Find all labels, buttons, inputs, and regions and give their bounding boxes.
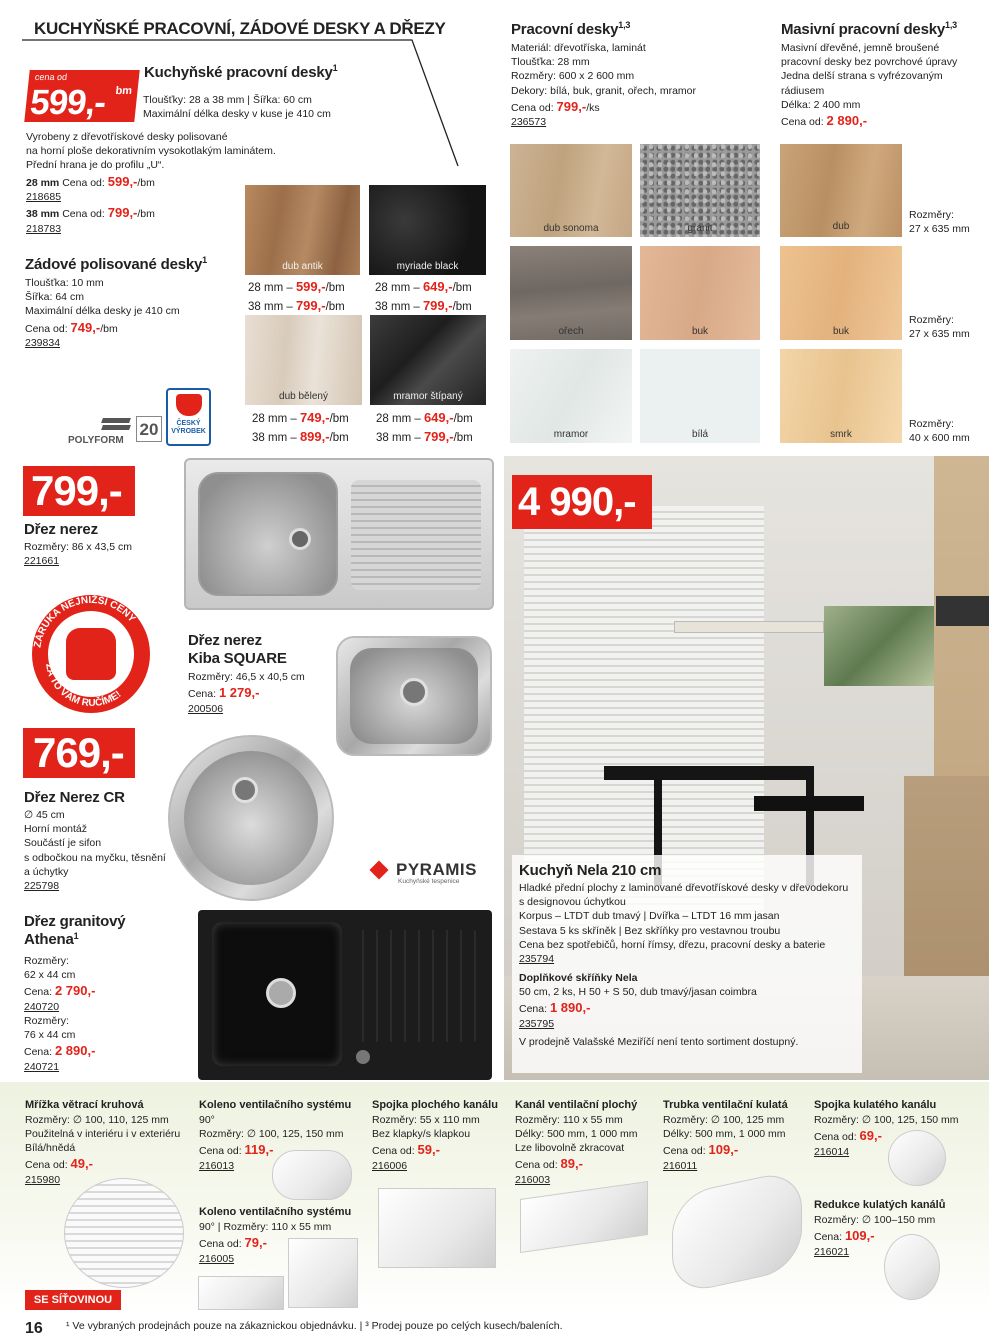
flat-elbow-image bbox=[198, 1276, 284, 1310]
product-code[interactable]: 216014 bbox=[814, 1145, 850, 1158]
swatch-mramor[interactable]: mramor bbox=[510, 349, 632, 443]
vent-item: Trubka ventilační kulatá Rozměry: ∅ 100, 125 mm Délky: 500 mm, 1 000 mm Cena od: 109,- 216011 bbox=[663, 1099, 788, 1172]
worktops-specs: Tloušťky: 28 a 38 mm | Šířka: 60 cm Maximální délka desky v kuse je 410 cm bbox=[143, 94, 331, 121]
swatch-prices: 28 mm – 749,-/bm 38 mm – 899,-/bm bbox=[252, 410, 349, 444]
pyramis-logo: PYRAMIS Kuchyňské tespenice bbox=[370, 858, 485, 888]
swatch-mramor-stipany[interactable]: mramor štípaný bbox=[370, 315, 486, 405]
swatch-prices: 28 mm – 649,-/bm 38 mm – 799,-/bm bbox=[375, 279, 472, 313]
sink2-specs: Rozměry: 46,5 x 40,5 cm Cena: 1 279,- 200506 bbox=[188, 671, 305, 715]
guarantee-top-text: ZÁRUKA NEJNIŽŠÍ CENY bbox=[32, 594, 138, 649]
cesky-vyrobek-logo: ČESKÝ VÝROBEK bbox=[166, 388, 211, 446]
product-code[interactable]: 216021 bbox=[814, 1245, 850, 1258]
product-title-kitchen: Kuchyň Nela 210 cm bbox=[519, 862, 662, 879]
swatch-masiv-smrk[interactable]: smrk bbox=[780, 349, 902, 443]
swatch-dub-beleny[interactable]: dub bělený bbox=[245, 315, 362, 405]
price-tag-label: cena od bbox=[34, 72, 68, 82]
swatch-myriade-black[interactable]: myriade black bbox=[369, 185, 486, 275]
product-code[interactable]: 216011 bbox=[663, 1159, 698, 1172]
sink1-specs: Rozměry: 86 x 43,5 cm 221661 bbox=[24, 541, 132, 568]
vent-item: Redukce kulatých kanálů Rozměry: ∅ 100–150 mm Cena: 109,- 216021 bbox=[814, 1199, 946, 1258]
swatch-dub-sonoma[interactable]: dub sonoma bbox=[510, 144, 632, 237]
sink4-specs: Rozměry: 62 x 44 cm Cena: 2 790,- 240720 Rozměry: 76 x 44 cm Cena: 2 890,- 240721 bbox=[24, 955, 96, 1073]
product-code[interactable]: 235795 bbox=[519, 1017, 555, 1030]
sink3-specs: ∅ 45 cm Horní montáž Součástí je sifon s odbočkou na myčku, těsnění a úchytky 225798 bbox=[24, 809, 166, 892]
masiv-size: Rozměry: 27 x 635 mm bbox=[909, 314, 970, 341]
round-elbow-image bbox=[272, 1150, 352, 1200]
kitchen-extra-title: Doplňkové skříňky Nela bbox=[519, 972, 638, 985]
product-code[interactable]: 240721 bbox=[24, 1060, 60, 1073]
swatch-dub-antik[interactable]: dub antik bbox=[245, 185, 360, 275]
price-tag-sink1: 799,- bbox=[23, 466, 135, 516]
product-title-backsplash: Zádové polisované desky$^1$ bbox=[25, 255, 207, 273]
product-code[interactable]: 216003 bbox=[515, 1173, 551, 1186]
polyform-logo: POLYFORM 20 bbox=[68, 416, 158, 446]
product-code[interactable]: 216005 bbox=[199, 1252, 235, 1265]
worktops-desc: Vyrobeny z dřevotřískové desky polisované na horní ploše dekorativním vysokotlakým laminátem. Přední hrana je do profilu „U“. 28 mm Cena od: 599,-/bm 218685 38 mm Cena od: 799,-/bm 218783 bbox=[26, 131, 276, 235]
product-title-sink3: Dřez Nerez CR bbox=[24, 789, 125, 806]
vent-item: Koleno ventilačního systému 90° | Rozměry: 110 x 55 mm Cena od: 79,- 216005 bbox=[199, 1206, 352, 1265]
product-title-pracovni: Pracovní desky$^{1,3}$ bbox=[511, 20, 631, 38]
swatch-buk[interactable]: buk bbox=[640, 246, 760, 340]
masivni-specs: Masivní dřevěné, jemně broušené pracovní desky bez povrchové úpravy Jedna delší strana s vyfrézovaným rádiusem Délka: 2 400 mm Cena od: 2 890,- bbox=[781, 42, 958, 128]
product-title-masivni: Masivní pracovní desky$^{1,3}$ bbox=[781, 20, 957, 38]
price-tag-kitchen: 4 990,- bbox=[512, 475, 652, 529]
product-code[interactable]: 216013 bbox=[199, 1159, 235, 1172]
se-sitovinou-badge: SE SÍŤOVINOU bbox=[25, 1290, 121, 1310]
round-grille-image bbox=[64, 1178, 184, 1288]
footnote: ¹ Ve vybraných prodejnách pouze na zákaznickou objednávku. | ³ Prodej pouze po celých kusech/baleních. bbox=[66, 1320, 563, 1332]
product-code[interactable]: 239834 bbox=[25, 337, 61, 350]
vent-item: Kanál ventilační plochý Rozměry: 110 x 55 mm Délky: 500 mm, 1 000 mm Lze libovolně zkracovat Cena od: 89,- 216003 bbox=[515, 1099, 638, 1186]
product-code[interactable]: 236573 bbox=[511, 116, 547, 129]
swatch-orech[interactable]: ořech bbox=[510, 246, 632, 340]
guarantee-ring-text bbox=[18, 590, 160, 720]
flat-elbow-image-2 bbox=[288, 1238, 358, 1308]
reducer-image bbox=[884, 1234, 940, 1300]
swatch-masiv-buk[interactable]: buk bbox=[780, 246, 902, 340]
masiv-size: Rozměry: 40 x 600 mm bbox=[909, 418, 970, 445]
guarantee-bottom-text: ZA TO VÁM RUČÍME! bbox=[43, 662, 124, 710]
price-tag-sink3: 769,- bbox=[23, 728, 135, 778]
vent-item: Koleno ventilačního systému 90° Rozměry: ∅ 100, 125, 150 mm Cena od: 119,- 216013 bbox=[199, 1099, 352, 1172]
product-title-sink4: Dřez granitový Athena$^1$ bbox=[24, 913, 126, 948]
vent-item: Mřížka větrací kruhová Rozměry: ∅ 100, 110, 125 mm Použitelná v interiéru i v exteriéru Bílá/hnědá Cena od: 49,- 215980 bbox=[25, 1099, 181, 1186]
pracovni-specs: Materiál: dřevotříska, laminát Tloušťka: 28 mm Rozměry: 600 x 2 600 mm Dekory: bílá, buk, granit, ořech, mramor Cena od: 799,-/ks 236573 bbox=[511, 42, 696, 129]
product-title-sink1: Dřez nerez bbox=[24, 521, 98, 538]
product-code[interactable]: 225798 bbox=[24, 879, 60, 892]
vent-item: Spojka plochého kanálu Rozměry: 55 x 110 mm Bez klapky/s klapkou Cena od: 59,- 216006 bbox=[372, 1099, 498, 1172]
masiv-size: Rozměry: 27 x 635 mm bbox=[909, 209, 970, 236]
sink-granite-image bbox=[198, 910, 492, 1080]
swatch-masiv-dub[interactable]: dub bbox=[780, 144, 902, 237]
guarantee-badge bbox=[18, 590, 160, 720]
swatch-bila[interactable]: bílá bbox=[640, 349, 760, 443]
section-title: KUCHYŇSKÉ PRACOVNÍ, ZÁDOVÉ DESKY A DŘEZY bbox=[34, 19, 446, 38]
swatch-granit[interactable]: granit bbox=[640, 144, 760, 237]
price-tag-worktops bbox=[24, 70, 139, 122]
sink-stainless-image bbox=[184, 458, 494, 610]
product-code[interactable]: 215980 bbox=[25, 1173, 61, 1186]
svg-text:ZA TO VÁM RUČÍME! bbox=[43, 663, 123, 709]
sink-kiba-image bbox=[336, 636, 492, 756]
sink-round-image bbox=[168, 735, 334, 901]
product-code[interactable]: 218685 bbox=[26, 191, 62, 204]
svg-text:ZÁRUKA NEJNIŽŠÍ CENY bbox=[32, 593, 138, 649]
product-title-worktops: Kuchyňské pracovní desky$^1$ bbox=[144, 63, 338, 81]
price-unit: bm bbox=[114, 85, 133, 97]
backsplash-specs: Tloušťka: 10 mm Šířka: 64 cm Maximální délka desky je 410 cm Cena od: 749,-/bm 239834 bbox=[25, 277, 180, 350]
product-code[interactable]: 221661 bbox=[24, 555, 60, 568]
page-number: 16 bbox=[25, 1320, 43, 1337]
product-code[interactable]: 216006 bbox=[372, 1159, 408, 1172]
price-value: 599,- bbox=[28, 83, 108, 122]
swatch-prices: 28 mm – 599,-/bm 38 mm – 799,-/bm bbox=[248, 279, 345, 313]
product-code[interactable]: 218783 bbox=[26, 222, 62, 235]
swatch-prices: 28 mm – 649,-/bm 38 mm – 799,-/bm bbox=[376, 410, 473, 444]
round-connector-image bbox=[888, 1130, 946, 1186]
kitchen-specs: Hladké přední plochy z laminované dřevotřískové desky v dřevodekoru s designovou úchytkou Korpus – LTDT dub tmavý | Dvířka – LTDT 16 mm jasan Sestava 5 ks skříněk | Bez skříňky pro vestavnou troubu Cena bez spotřebičů, horní římsy, dřezu, pracovní desky a baterie 235794 Doplňkové skříňky Nela 50 cm, 2 ks, H 50 + S 50, dub tmavý/jasan coimbra Cena: 1 890,- 235795 V prodejně Valašské Meziříčí není tento sortiment dostupný. bbox=[519, 882, 849, 1049]
product-code[interactable]: 200506 bbox=[188, 702, 224, 715]
product-code[interactable]: 235794 bbox=[519, 952, 555, 965]
vent-item: Spojka kulatého kanálu Rozměry: ∅ 100, 125, 150 mm Cena od: 69,- 216014 bbox=[814, 1099, 959, 1158]
product-code[interactable]: 240720 bbox=[24, 1000, 60, 1013]
product-title-sink2: Dřez nerez Kiba SQUARE bbox=[188, 632, 287, 667]
flat-connector-image bbox=[378, 1188, 496, 1268]
kitchen-note: V prodejně Valašské Meziříčí není tento sortiment dostupný. bbox=[519, 1036, 799, 1049]
